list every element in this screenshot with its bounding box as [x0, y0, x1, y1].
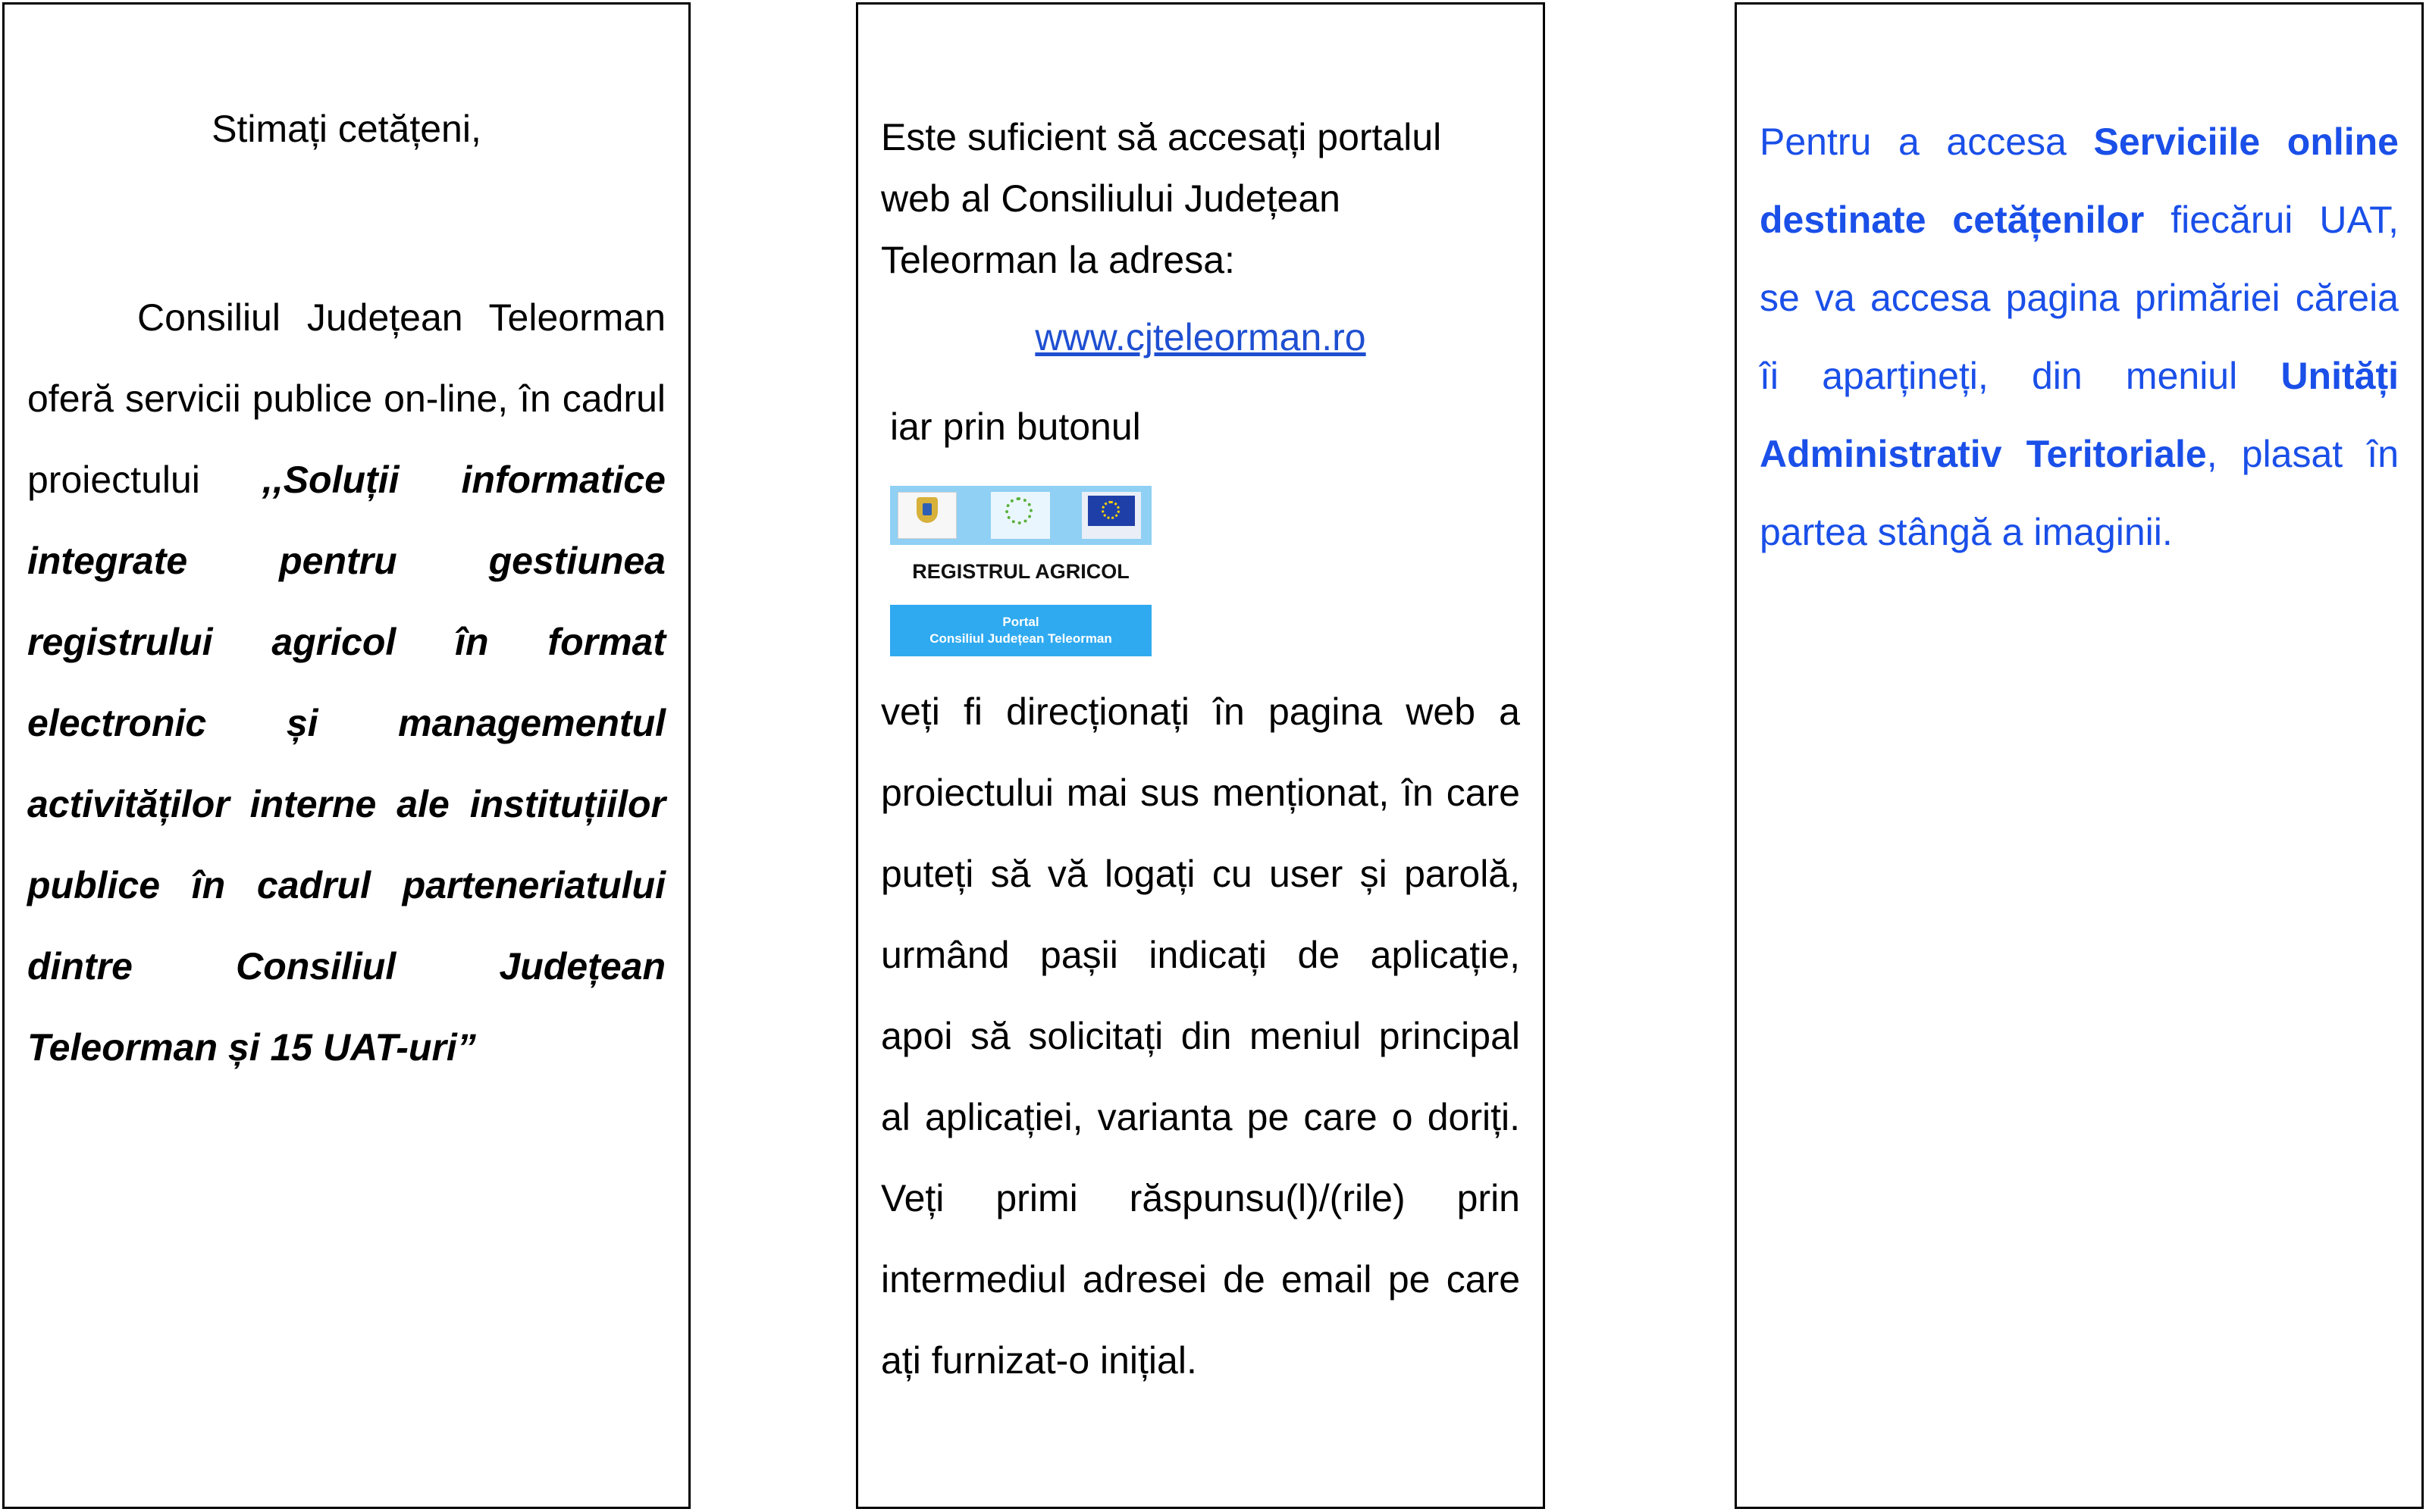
left-panel: [2, 2, 691, 1509]
badge-portal-line2: Consiliul Județean Teleorman: [929, 631, 1112, 646]
button-intro-text: iar prin butonul: [890, 405, 1141, 448]
website-link-row: [858, 315, 1543, 359]
project-title: ,,Soluții informatice integrate pentru gestiunea registrului agricol în format electronic și managementul activităților interne ale instituțiilor publice în cadrul parteneriatului dintre Consiliul Județean Teleorman și 15 UAT-uri”: [27, 459, 666, 1069]
uat-text-2: fiecărui UAT, se va accesa pagina primăriei căreia îi aparțineți, din meniul: [1760, 199, 2399, 397]
intro-text: Consiliul Județean Teleorman oferă servicii publice on-line, în cadrul proiectului: [27, 296, 666, 501]
logo-strip: [890, 486, 1152, 545]
government-logo-icon: [898, 492, 957, 539]
left-body-paragraph: [27, 277, 666, 1088]
program-logo-icon: [991, 492, 1050, 539]
portal-intro-text: Este suficient să accesați portalul web al Consiliului Județean Teleorman la adresa:: [881, 116, 1442, 281]
uat-menu-label: Unități Administrativ Teritoriale: [1760, 355, 2399, 475]
right-panel: [1735, 2, 2424, 1509]
uat-text-3: , plasat în partea stângă a imaginii.: [1760, 433, 2399, 553]
instructions-paragraph: veți fi direcționați în pagina web a proiectului mai sus menționat, în care puteți să vă logați cu user și parolă, urmând pașii indicați de aplicație, apoi să solicitați din meniul principal al aplicației, varianta pe care o doriți. Veți primi răspunsu(l)/(rile) prin intermediul adresei de email pe care ați furnizat-o inițial.: [881, 690, 1520, 1382]
greeting-heading: Stimați cetățeni,: [212, 108, 481, 150]
badge-title: REGISTRUL AGRICOL: [912, 560, 1130, 583]
uat-text-1: Pentru a accesa: [1760, 121, 2067, 163]
uat-services-paragraph: [1760, 103, 2399, 571]
middle-panel: [856, 2, 1545, 1509]
registru-agricol-button[interactable]: [890, 486, 1152, 656]
online-services-label: Serviciile online destinate cetățenilor: [1760, 121, 2399, 241]
badge-portal-strip: [890, 605, 1152, 656]
website-link[interactable]: www.cjteleorman.ro: [1035, 316, 1366, 358]
eu-flag-icon: [1082, 492, 1141, 539]
badge-portal-line1: Portal: [1002, 615, 1039, 629]
